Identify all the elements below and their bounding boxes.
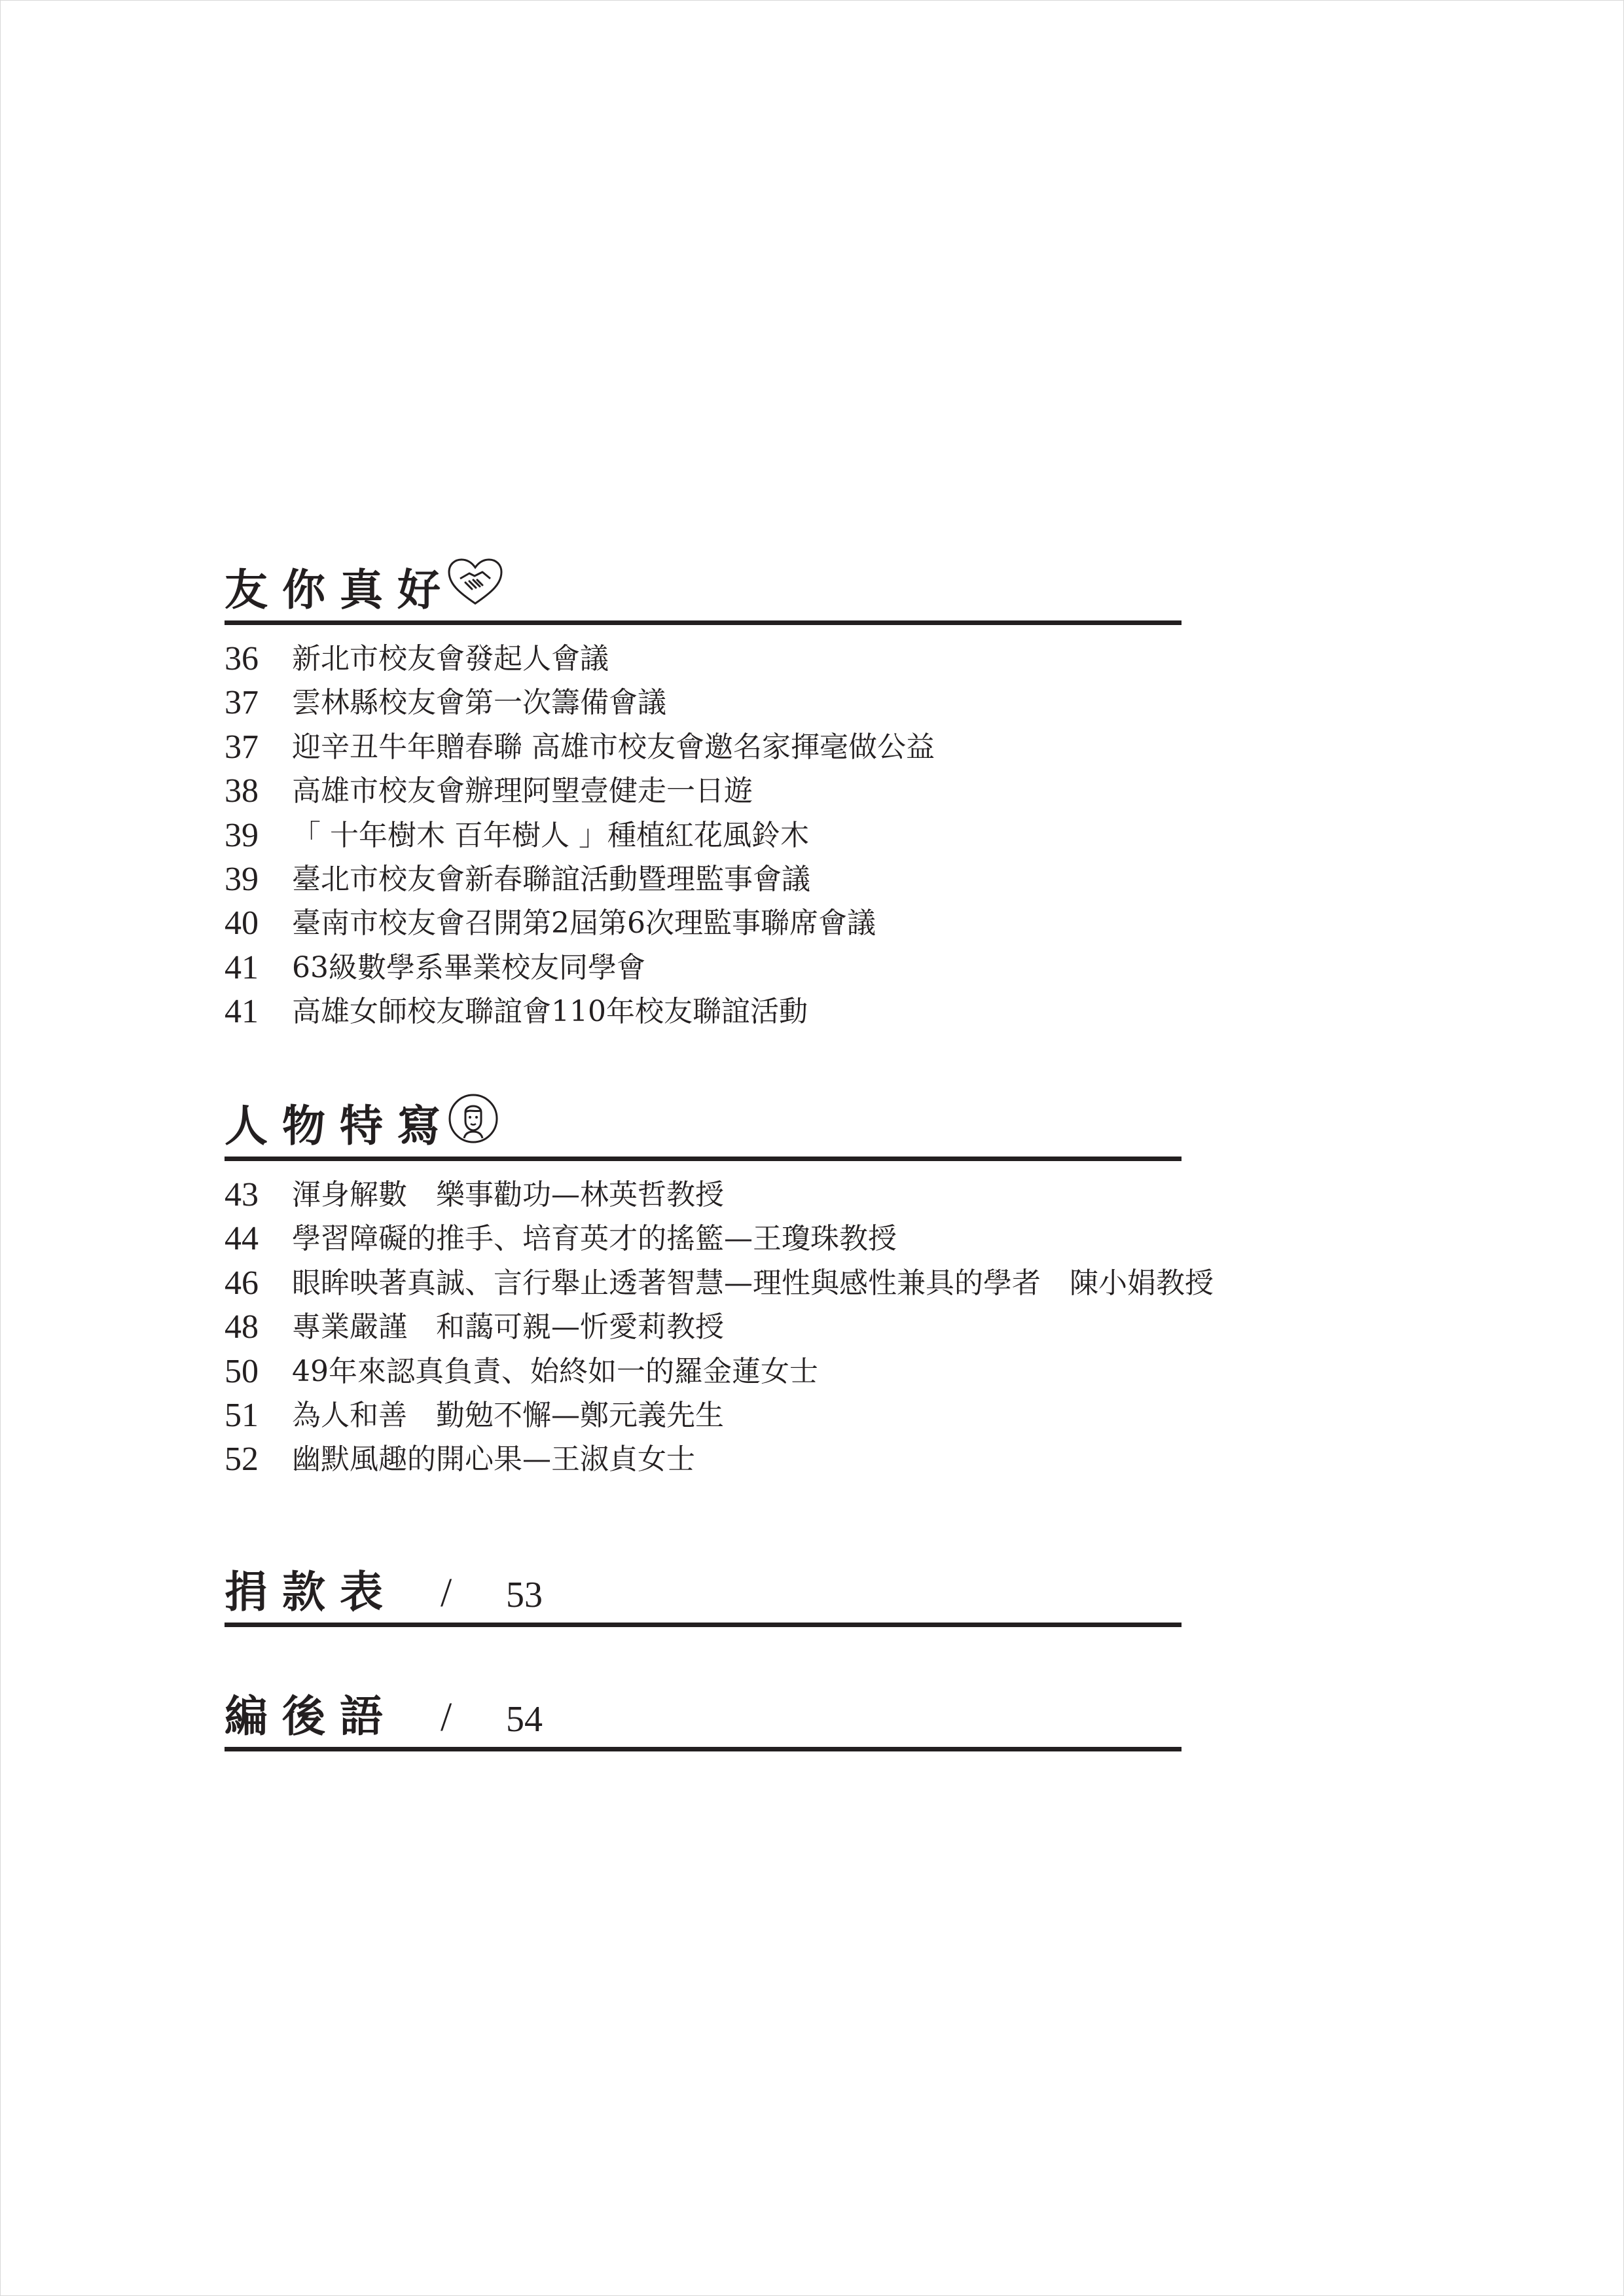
entry-title: 迎辛丑牛年贈春聯 高雄市校友會邀名家揮毫做公益 [292,730,935,764]
toc-entry[interactable] [225,637,1182,681]
section-page: 54 [506,1699,543,1740]
toc-list [225,637,1182,1034]
entry-page: 38 [225,772,259,810]
section-title: 捐款表 [225,1566,397,1617]
entry-page: 46 [225,1264,259,1302]
toc-entry[interactable] [225,681,1182,725]
entry-title: 高雄女師校友聯誼會110年校友聯誼活動 [292,995,808,1029]
section-friends [225,555,1182,1034]
toc-entry[interactable] [225,990,1182,1033]
entry-page: 44 [225,1220,259,1258]
entry-page: 36 [225,640,259,677]
toc-entry[interactable] [225,1437,1182,1481]
entry-page: 52 [225,1441,259,1479]
entry-title: 雲林縣校友會第一次籌備會議 [292,686,666,720]
section-header [225,1681,1182,1751]
section-separator: / [441,1571,452,1615]
entry-page: 43 [225,1176,259,1213]
section-separator: / [441,1695,452,1740]
entry-page: 51 [225,1396,259,1434]
entry-page: 37 [225,728,259,766]
entry-title: 「 十年樹木 百年樹人 」種植紅花風鈴木 [292,818,809,852]
toc-entry[interactable] [225,1305,1182,1349]
section-profiles [225,1091,1214,1482]
entry-page: 48 [225,1308,259,1346]
section-header [225,555,1182,625]
handshake-heart-icon [446,556,505,609]
entry-title: 63級數學系畢業校友同學會 [292,950,645,984]
toc-entry[interactable] [225,1393,1182,1437]
toc-entry[interactable] [225,769,1182,813]
section-donations[interactable] [225,1557,1182,1627]
entry-title: 49年來認真負責、始終如一的羅金蓮女士 [292,1354,818,1388]
toc-entry[interactable] [225,1217,1182,1261]
toc-entry[interactable] [225,946,1182,990]
entry-title: 渾身解數 樂事勸功—林英哲教授 [292,1178,724,1211]
entry-title: 新北市校友會發起人會議 [292,642,609,675]
entry-page: 39 [225,816,259,854]
toc-entry[interactable] [225,814,1182,857]
entry-page: 39 [225,860,259,898]
toc-entry[interactable] [225,901,1182,945]
entry-page: 41 [225,993,259,1031]
entry-page: 50 [225,1352,259,1390]
toc-list [225,1173,1214,1482]
toc-entry[interactable] [225,857,1182,901]
entry-title: 臺南市校友會召開第2屆第6次理監事聯席會議 [292,906,876,941]
entry-title: 臺北市校友會新春聯誼活動暨理監事會議 [292,862,810,896]
entry-title: 學習障礙的推手、培育英才的搖籃—王瓊珠教授 [292,1222,897,1256]
entry-page: 37 [225,684,259,722]
entry-title: 專業嚴謹 和藹可親—忻愛莉教授 [292,1310,724,1344]
entry-title: 為人和善 勤勉不懈—鄭元義先生 [292,1398,724,1432]
section-page: 53 [506,1575,543,1615]
person-portrait-icon [446,1092,505,1145]
entry-title: 幽默風趣的開心果—王淑貞女士 [292,1443,695,1477]
section-afterword[interactable] [225,1681,1182,1751]
entry-title: 高雄市校友會辦理阿朢壹健走一日遊 [292,774,753,808]
section-title: 友你真好 [225,564,455,615]
toc-entry[interactable] [225,1173,1182,1217]
entry-title: 眼眸映著真誠、言行舉止透著智慧—理性與感性兼具的學者 陳小娟教授 [292,1266,1214,1300]
toc-entry[interactable] [225,725,1182,769]
section-header [225,1091,1182,1161]
entry-page: 40 [225,905,259,942]
section-header [225,1557,1182,1627]
section-title: 編後語 [225,1691,397,1742]
toc-entry[interactable] [225,1261,1214,1305]
toc-entry[interactable] [225,1350,1182,1393]
entry-page: 41 [225,948,259,986]
section-title: 人物特寫 [225,1100,455,1151]
